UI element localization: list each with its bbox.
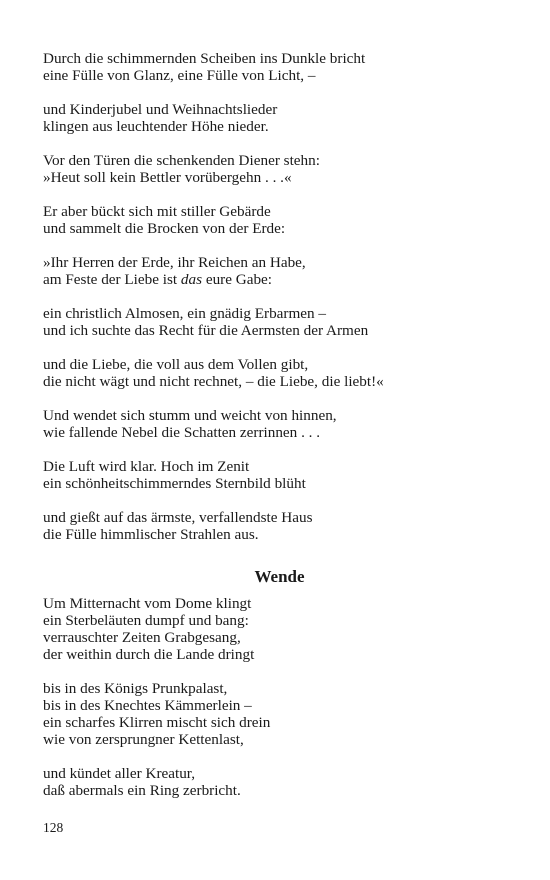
page-number: 128 bbox=[43, 820, 64, 835]
verse-line: ein christlich Almosen, ein gnädig Erbarmen – bbox=[43, 305, 327, 322]
stanza bbox=[43, 50, 513, 84]
verse-line: verrauschter Zeiten Grabgesang, bbox=[43, 629, 241, 646]
verse-line: und ich suchte das Recht für die Aermsten der Armen bbox=[43, 322, 369, 339]
poem-1 bbox=[43, 50, 513, 543]
stanza bbox=[43, 152, 513, 186]
stanza bbox=[43, 305, 513, 339]
verse-line: ein Sterbeläuten dumpf und bang: bbox=[43, 612, 249, 629]
verse-line: ein scharfes Klirren mischt sich drein bbox=[43, 714, 271, 731]
stanza bbox=[43, 254, 513, 288]
stanza bbox=[43, 595, 513, 663]
verse-line: Die Luft wird klar. Hoch im Zenit bbox=[43, 458, 250, 475]
stanza bbox=[43, 680, 513, 748]
verse-line: Um Mitternacht vom Dome klingt bbox=[43, 595, 252, 612]
stanza bbox=[43, 458, 513, 492]
verse-text: eure Gabe: bbox=[202, 271, 273, 288]
verse-line: »Heut soll kein Bettler vorübergehn . . .« bbox=[43, 169, 292, 186]
verse-line: der weithin durch die Lande dringt bbox=[43, 646, 255, 663]
verse-line: und gießt auf das ärmste, verfallendste Haus bbox=[43, 509, 313, 526]
verse-line: bis in des Knechtes Kämmerlein – bbox=[43, 697, 252, 714]
stanza bbox=[43, 509, 513, 543]
verse-line: Durch die schimmernden Scheiben ins Dunkle bricht bbox=[43, 50, 366, 67]
verse-line: Und wendet sich stumm und weicht von hinnen, bbox=[43, 407, 337, 424]
verse-line: wie von zersprungner Kettenlast, bbox=[43, 731, 244, 748]
verse-line: und Kinderjubel und Weihnachtslieder bbox=[43, 101, 278, 118]
verse-line: die Fülle himmlischer Strahlen aus. bbox=[43, 526, 259, 543]
verse-text: am Feste der Liebe ist bbox=[43, 271, 181, 288]
verse-line: ein schönheitschimmerndes Sternbild blüht bbox=[43, 475, 306, 492]
verse-line: und sammelt die Brocken von der Erde: bbox=[43, 220, 286, 237]
stanza bbox=[43, 356, 513, 390]
verse-line: daß abermals ein Ring zerbricht. bbox=[43, 782, 241, 799]
poem-title: Wende bbox=[254, 567, 305, 586]
verse-line: Vor den Türen die schenkenden Diener stehn: bbox=[43, 152, 320, 169]
verse-line: eine Fülle von Glanz, eine Fülle von Licht, – bbox=[43, 67, 316, 84]
verse-line: »Ihr Herren der Erde, ihr Reichen an Habe, bbox=[43, 254, 306, 271]
verse-line: und kündet aller Kreatur, bbox=[43, 765, 196, 782]
verse-line: die nicht wägt und nicht rechnet, – die Liebe, die liebt!« bbox=[43, 373, 384, 390]
verse-line: Er aber bückt sich mit stiller Gebärde bbox=[43, 203, 271, 220]
page-body bbox=[43, 50, 513, 816]
poem-2 bbox=[43, 595, 513, 799]
verse-line bbox=[43, 271, 513, 288]
stanza bbox=[43, 765, 513, 799]
verse-line: bis in des Königs Prunkpalast, bbox=[43, 680, 228, 697]
verse-line: wie fallende Nebel die Schatten zerrinnen . . . bbox=[43, 424, 321, 441]
emphasized-word: das bbox=[180, 271, 203, 288]
verse-line: und die Liebe, die voll aus dem Vollen gibt, bbox=[43, 356, 309, 373]
verse-line: klingen aus leuchtender Höhe nieder. bbox=[43, 118, 269, 135]
stanza bbox=[43, 203, 513, 237]
stanza bbox=[43, 407, 513, 441]
stanza bbox=[43, 101, 513, 135]
